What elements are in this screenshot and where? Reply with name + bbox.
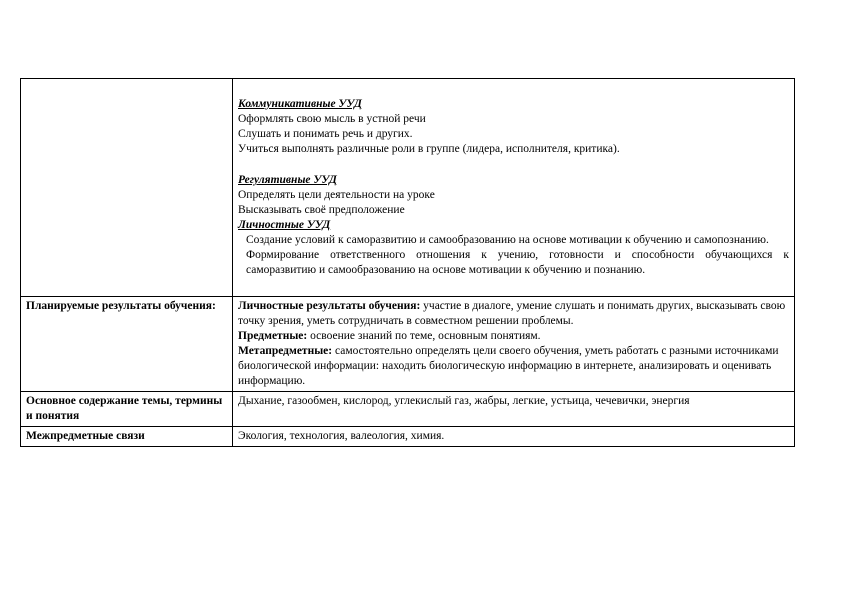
regulatory-uud-heading: Регулятивные УУД	[238, 174, 337, 186]
communicative-line-2: Слушать и понимать речь и других.	[238, 128, 413, 140]
content-right-cell	[233, 392, 795, 427]
results-label: Планируемые результаты обучения:	[26, 300, 216, 312]
table-row-uud	[21, 79, 795, 297]
lesson-plan-table	[20, 78, 795, 447]
uud-right-cell	[233, 79, 795, 297]
subject-results-label: Предметные:	[238, 330, 308, 342]
results-right-cell	[233, 297, 795, 392]
communicative-line-1: Оформлять свою мысль в устной речи	[238, 113, 426, 125]
regulatory-line-1: Определять цели деятельности на уроке	[238, 189, 435, 201]
personal-uud-heading: Личностные УУД	[238, 219, 331, 231]
personal-results-text: участие в диалоге, умение слушать и понимать других, высказывать свою точку зрения, уметь сотрудничать в совместном решении проблемы.	[238, 300, 786, 327]
subject-results	[238, 329, 789, 344]
content-left-cell	[21, 392, 233, 427]
content-label: Основное содержание темы, термины и понятия	[26, 395, 223, 422]
personal-results-label: Личностные результаты обучения:	[238, 300, 421, 312]
table-row-content	[21, 392, 795, 427]
results-left-cell	[21, 297, 233, 392]
personal-results	[238, 299, 789, 329]
spacer	[238, 157, 789, 173]
links-label: Межпредметные связи	[26, 430, 145, 442]
content-terms: Дыхание, газообмен, кислород, углекислый газ, жабры, легкие, устьица, чечевички, энергия	[238, 395, 690, 407]
uud-left-cell	[21, 79, 233, 297]
subject-results-text: освоение знаний по теме, основным понятиям.	[307, 330, 541, 342]
links-text: Экология, технология, валеология, химия.	[238, 430, 445, 442]
communicative-uud-heading: Коммуникативные УУД	[238, 98, 362, 110]
meta-results-label: Метапредметные:	[238, 345, 333, 357]
meta-results-text: самостоятельно определять цели своего обучения, уметь работать с разными источниками биологической информации: находить биологическую информацию в интернете, анализировать и оценивать информацию.	[238, 345, 779, 387]
personal-item-1: Создание условий к саморазвитию и самообразованию на основе мотивации к обучению и самопознанию.	[246, 234, 769, 246]
table-row-links	[21, 427, 795, 447]
regulatory-line-2: Высказывать своё предположение	[238, 204, 405, 216]
table-row-results	[21, 297, 795, 392]
personal-item-2: Формирование ответственного отношения к учению, готовности и способности обучающихся к саморазвитию и самообразованию на основе мотивации к обучению и познанию.	[246, 249, 789, 276]
links-left-cell	[21, 427, 233, 447]
meta-results	[238, 344, 789, 389]
communicative-line-3: Учиться выполнять различные роли в группе (лидера, исполнителя, критика).	[238, 143, 620, 155]
links-right-cell	[233, 427, 795, 447]
